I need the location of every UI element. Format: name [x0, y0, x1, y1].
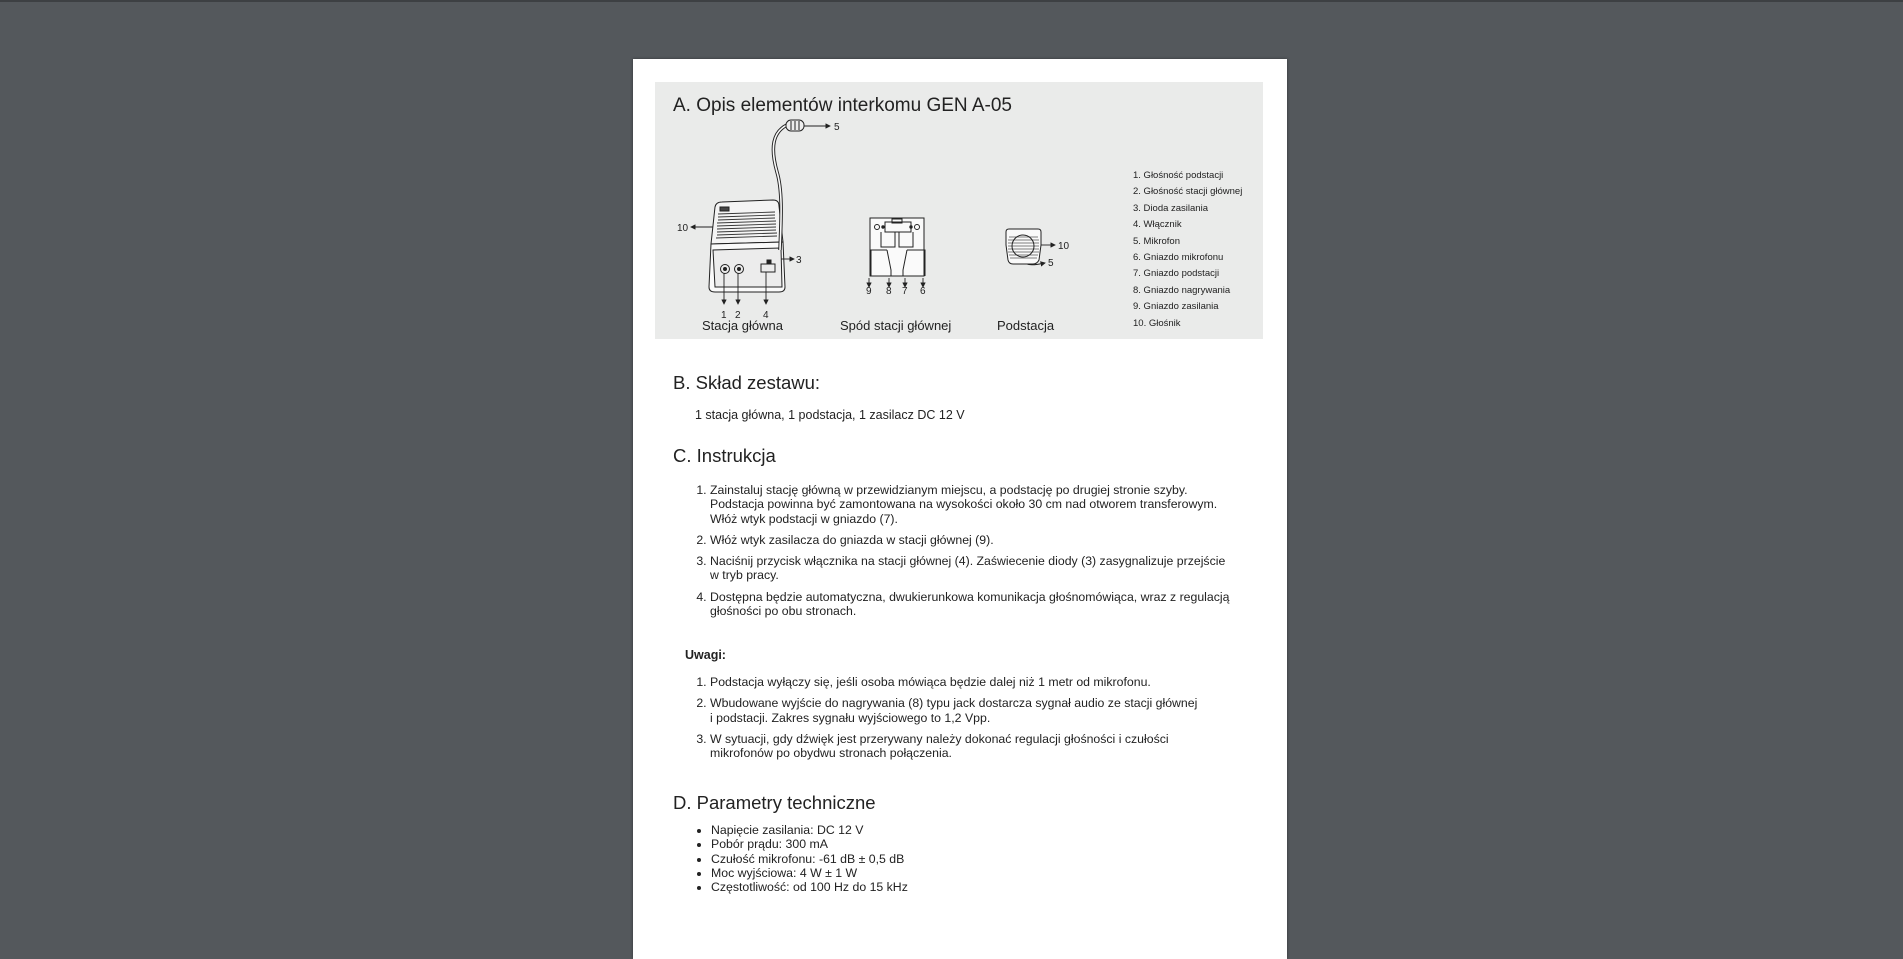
substation-drawing: [1006, 229, 1041, 264]
callout-main-3: 3: [796, 255, 802, 266]
instruction-step: 3. Naciśnij przycisk włącznika na stacji głównej (4). Zaświecenie diody (3) zasygnalizuje przejście w tryb pracy.: [710, 554, 1229, 583]
callout-bottom-7: 7: [902, 286, 908, 297]
instruction-steps: [695, 483, 1229, 625]
legend-item: 10. Głośnik: [1133, 317, 1181, 329]
notes-list: [695, 675, 1197, 767]
caption-main-station: Stacja główna: [702, 318, 783, 333]
instruction-step: 1. Zainstaluj stację główną w przewidzianym miejscu, a podstację po drugiej stronie szyby. Podstacja powinna być zamontowana na wysokości około 30 cm nad otworem transferowym. Włóż wtyk podstacji w gniazdo (7).: [710, 483, 1229, 526]
main-station-drawing: [709, 120, 804, 292]
legend-item: 1. Głośność podstacji: [1133, 170, 1224, 181]
instruction-step: 4. Dostępna będzie automatyczna, dwukierunkowa komunikacja głośnomówiąca, wraz z regulacją głośności po obu stronach.: [710, 590, 1229, 619]
kit-contents-text: 1 stacja główna, 1 podstacja, 1 zasilacz DC 12 V: [695, 408, 965, 422]
legend-item: 8. Gniazdo nagrywania: [1133, 284, 1231, 296]
document-page: [633, 59, 1287, 959]
parameter-item: • Czułość mikrofonu: -61 dB ± 0,5 dB: [711, 852, 908, 866]
section-d-title: D. Parametry techniczne: [673, 792, 876, 813]
callout-main-1: 1: [721, 310, 727, 321]
caption-substation: Podstacja: [997, 318, 1055, 333]
legend-item: 3. Dioda zasilania: [1133, 202, 1208, 214]
parameter-item: • Częstotliwość: od 100 Hz do 15 kHz: [711, 880, 908, 894]
callout-main-2: 2: [735, 310, 741, 321]
technical-parameters-list: [695, 823, 908, 894]
parameter-item: • Moc wyjściowa: 4 W ± 1 W: [711, 866, 908, 880]
legend-item: 9. Gniazdo zasilania: [1133, 301, 1219, 313]
callout-sub-10: 10: [1058, 241, 1070, 252]
caption-main-station-bottom: Spód stacji głównej: [840, 318, 952, 333]
callout-main-5: 5: [834, 122, 840, 133]
section-b-title: B. Skład zestawu:: [673, 372, 821, 393]
parameter-item: • Pobór prądu: 300 mA: [711, 837, 908, 851]
callout-main-4: 4: [763, 310, 769, 321]
notes-label: Uwagi:: [685, 648, 726, 662]
main-station-bottom-drawing: [870, 218, 925, 276]
legend-item: 5. Mikrofon: [1133, 235, 1180, 247]
note-item: 2. Wbudowane wyjście do nagrywania (8) typu jack dostarcza sygnał audio ze stacji głównej i podstacji. Zakres sygnału wyjściowego to 1,2 Vpp.: [710, 696, 1197, 725]
instruction-step: 2. Włóż wtyk zasilacza do gniazda w stacji głównej (9).: [710, 533, 1229, 547]
viewer-top-border: [0, 0, 1903, 2]
section-c-title: C. Instrukcja: [673, 445, 776, 466]
parameter-item: • Napięcie zasilania: DC 12 V: [711, 823, 908, 837]
callout-main-10: 10: [677, 223, 689, 234]
callout-bottom-9: 9: [866, 286, 872, 297]
callout-bottom-6: 6: [920, 286, 926, 297]
legend-item: 2. Głośność stacji głównej: [1133, 186, 1243, 198]
note-item: 1. Podstacja wyłączy się, jeśli osoba mówiąca będzie dalej niż 1 metr od mikrofonu.: [710, 675, 1197, 689]
legend-item: 4. Włącznik: [1133, 219, 1182, 231]
legend-item: 7. Gniazdo podstacji: [1133, 268, 1220, 280]
callout-sub-5: 5: [1048, 258, 1054, 269]
section-a-title: A. Opis elementów interkomu GEN A-05: [673, 95, 1012, 116]
legend-item: 6. Gniazdo mikrofonu: [1133, 252, 1224, 264]
component-legend: [1133, 168, 1242, 332]
section-a-panel: [655, 82, 1263, 339]
note-item: 3. W sytuacji, gdy dźwięk jest przerywany należy dokonać regulacji głośności i czułości mikrofonów po obydwu stronach połączenia.: [710, 732, 1197, 761]
callout-bottom-8: 8: [886, 286, 892, 297]
